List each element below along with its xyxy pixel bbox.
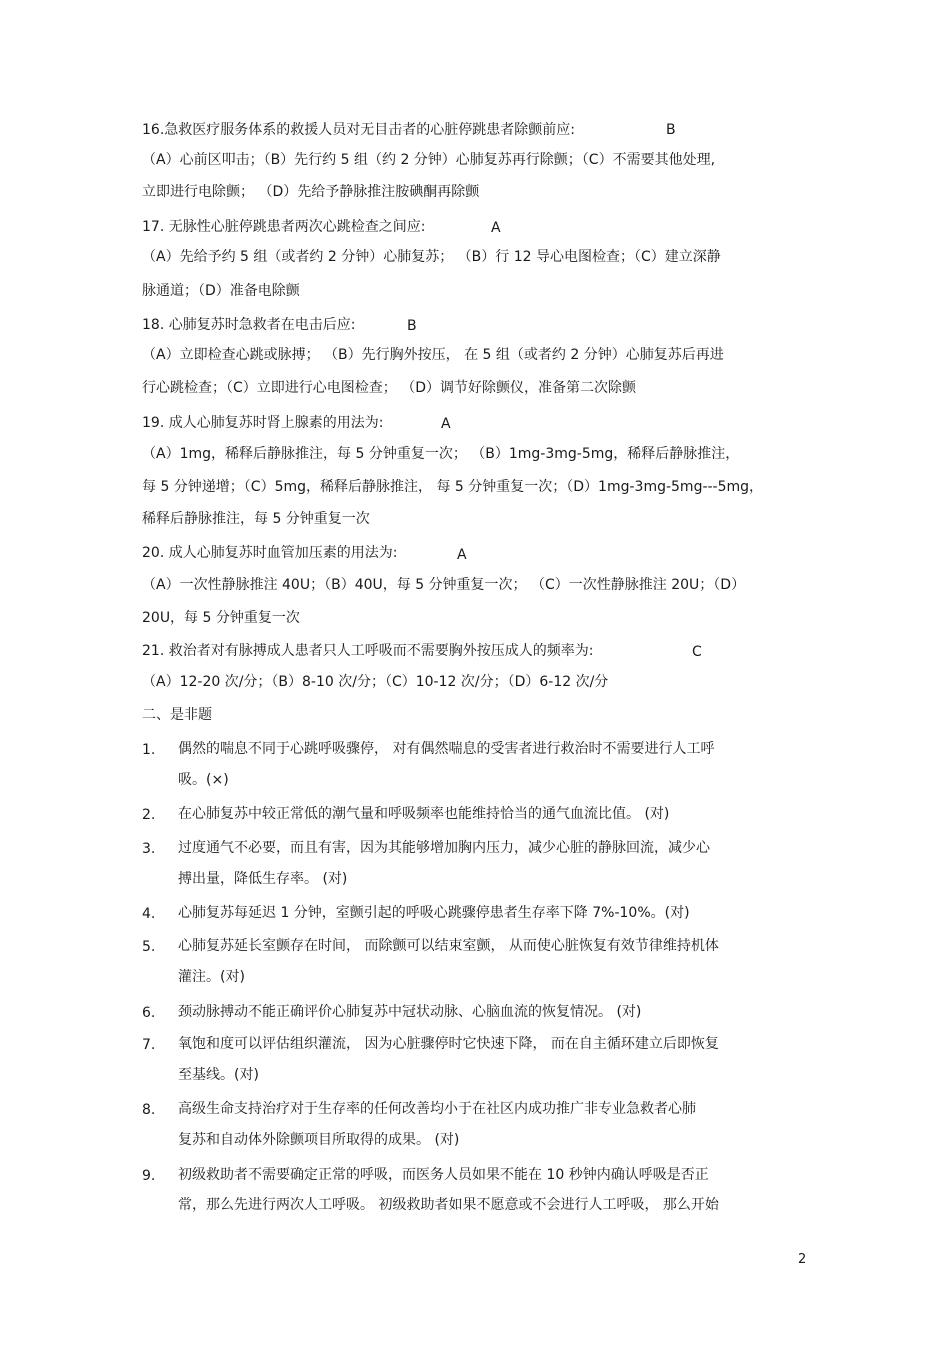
tf-item-2-line-1: 在心肺复苏中较正常低的潮气量和呼吸频率也能维持恰当的通气血流比值。 (对)	[178, 806, 670, 822]
question-20-options-line-1: （A）一次性静脉推注 40U；（B）40U，每 5 分钟重复一次； （C）一次性静脉推注 20U；（D）	[142, 577, 746, 593]
question-20-options-line-2: 20U，每 5 分钟重复一次	[142, 610, 300, 626]
question-18-options-line-2: 行心跳检查；（C）立即进行心电图检查； （D）调节好除颤仪，准备第二次除颤	[142, 380, 637, 396]
tf-item-3-number: 3.	[142, 841, 156, 857]
tf-item-4-line-1: 心肺复苏每延迟 1 分钟，室颤引起的呼吸心跳骤停患者生存率下降 7%-10%。(对)	[178, 905, 690, 921]
tf-item-8-line-2: 复苏和自动体外除颤项目所取得的成果。 (对)	[178, 1132, 460, 1148]
tf-item-6-number: 6.	[142, 1005, 156, 1021]
tf-item-9-line-1: 初级救助者不需要确定正常的呼吸，而医务人员如果不能在 10 秒钟内确认呼吸是否正	[178, 1167, 709, 1183]
tf-item-7-number: 7.	[142, 1037, 156, 1053]
section-heading: 二、是非题	[142, 707, 212, 723]
question-21-stem: 21. 救治者对有脉搏成人患者只人工呼吸而不需要胸外按压成人的频率为:	[142, 643, 594, 659]
question-19-options-line-3: 稀释后静脉推注，每 5 分钟重复一次	[142, 511, 370, 527]
tf-item-8-line-1: 高级生命支持治疗对于生存率的任何改善均小于在社区内成功推广非专业急救者心肺	[178, 1101, 696, 1117]
question-16-options-line-1: （A）心前区叩击；（B）先行约 5 组（约 2 分钟）心肺复苏再行除颤；（C）不需要其他处理,	[142, 152, 716, 168]
tf-item-1-number: 1.	[142, 742, 156, 758]
question-16-options-line-2: 立即进行电除颤； （D）先给予静脉推注胺碘酮再除颤	[142, 184, 480, 200]
tf-item-6-line-1: 颈动脉搏动不能正确评价心肺复苏中冠状动脉、心脑血流的恢复情况。 (对)	[178, 1004, 642, 1020]
tf-item-3-line-1: 过度通气不必要，而且有害，因为其能够增加胸内压力，减少心脏的静脉回流，减少心	[178, 840, 710, 856]
tf-item-3-line-2: 搏出量，降低生存率。 (对)	[178, 871, 348, 887]
question-21-answer: C	[692, 644, 702, 660]
question-18-answer: B	[407, 318, 417, 334]
tf-item-4-number: 4.	[142, 906, 156, 922]
question-16-answer: B	[666, 122, 676, 138]
tf-item-1-line-1: 偶然的喘息不同于心跳呼吸骤停， 对有偶然喘息的受害者进行救治时不需要进行人工呼	[178, 741, 715, 757]
question-17-answer: A	[491, 220, 501, 236]
tf-item-1-line-2: 吸。(×)	[178, 772, 229, 788]
question-18-options-line-1: （A）立即检查心跳或脉搏； （B）先行胸外按压， 在 5 组（或者约 2 分钟）心肺复苏后再进	[142, 347, 724, 363]
tf-item-5-line-2: 灌注。(对)	[178, 969, 245, 985]
tf-item-2-number: 2.	[142, 807, 156, 823]
question-18-stem: 18. 心肺复苏时急救者在电击后应:	[142, 317, 356, 333]
question-21-options-line-1: （A）12-20 次/分；（B）8-10 次/分；（C）10-12 次/分；（D）6-12 次/分	[142, 674, 609, 690]
tf-item-5-line-1: 心肺复苏延长室颤存在时间， 而除颤可以结束室颤， 从而使心脏恢复有效节律维持机体	[178, 938, 719, 954]
question-19-stem: 19. 成人心肺复苏时肾上腺素的用法为:	[142, 415, 384, 431]
question-19-answer: A	[441, 416, 451, 432]
question-17-options-line-1: （A）先给予约 5 组（或者约 2 分钟）心肺复苏； （B）行 12 导心电图检查；（C）建立深静	[142, 249, 721, 265]
question-16-stem: 16.急救医疗服务体系的救援人员对无目击者的心脏停跳患者除颤前应:	[142, 122, 575, 138]
question-19-options-line-2: 每 5 分钟递增；（C）5mg，稀释后静脉推注， 每 5 分钟重复一次；（D）1mg-3mg-5mg---5mg，	[142, 479, 764, 495]
question-19-options-line-1: （A）1mg，稀释后静脉推注，每 5 分钟重复一次； （B）1mg-3mg-5mg，稀释后静脉推注，	[142, 446, 740, 462]
tf-item-7-line-2: 至基线。(对)	[178, 1067, 259, 1083]
question-20-answer: A	[457, 547, 467, 563]
tf-item-9-line-2: 常，那么先进行两次人工呼吸。 初级救助者如果不愿意或不会进行人工呼吸， 那么开始	[178, 1197, 719, 1213]
tf-item-7-line-1: 氧饱和度可以评估组织灌流， 因为心脏骤停时它快速下降， 而在自主循环建立后即恢复	[178, 1036, 719, 1052]
question-17-options-line-2: 脉通道；（D）准备电除颤	[142, 283, 300, 299]
tf-item-5-number: 5.	[142, 939, 156, 955]
question-17-stem: 17. 无脉性心脏停跳患者两次心跳检查之间应:	[142, 219, 426, 235]
question-20-stem: 20. 成人心肺复苏时血管加压素的用法为:	[142, 545, 398, 561]
tf-item-9-number: 9.	[142, 1168, 156, 1184]
page-number: 2	[798, 1252, 807, 1267]
tf-item-8-number: 8.	[142, 1102, 156, 1118]
